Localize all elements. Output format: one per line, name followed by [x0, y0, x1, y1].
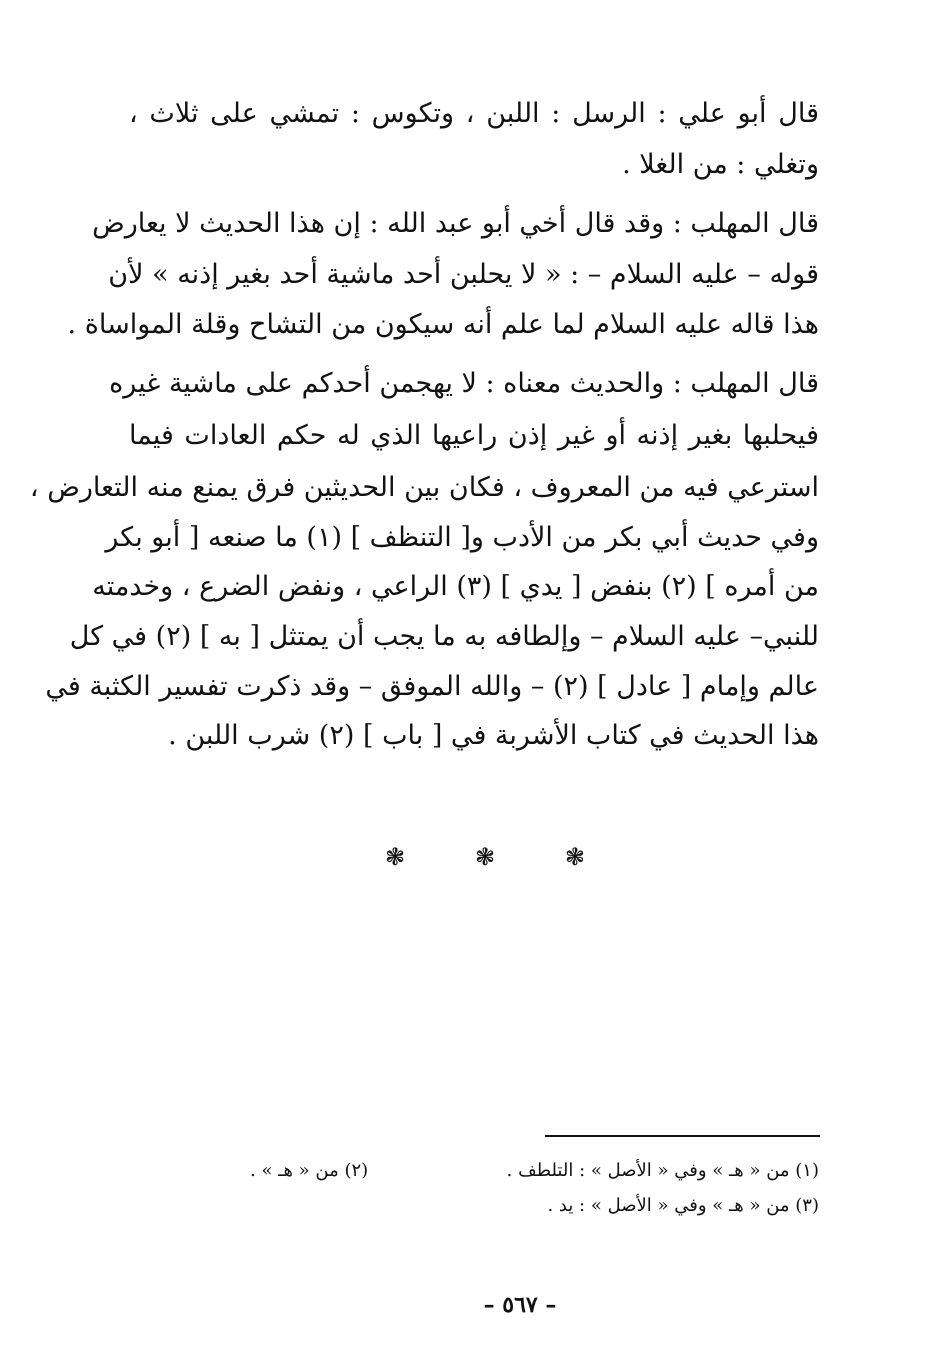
body-line-11: للنبي– عليه السلام – وإلطافه به ما يجب أن يمتثل [ به ] (٢) في كل: [69, 621, 819, 652]
body-line-7: فيحلبها بغير إذنه أو غير إذن راعيها الذي له حكم العادات فيما: [129, 420, 819, 451]
section-separator: [385, 843, 585, 871]
body-line-1: قال أبو علي : الرسل : اللبن ، وتكوس : تمشي على ثلاث ،: [129, 98, 819, 129]
body-line-2: وتغلي : من الغلا .: [622, 149, 819, 180]
body-line-4: قوله – عليه السلام – : « لا يحلبن أحد ماشية أحد بغير إذنه » لأن: [108, 259, 819, 290]
body-line-12: عالم وإمام [ عادل ] (٢) – والله الموفق – وقد ذكرت تفسير الكثبة في: [45, 671, 819, 702]
footnote-2: (٢) من « هـ » .: [250, 1160, 369, 1181]
body-line-13: هذا الحديث في كتاب الأشربة في [ باب ] (٢) شرب اللبن .: [168, 720, 819, 751]
body-line-3: قال المهلب : وقد قال أخي أبو عبد الله : إن هذا الحديث لا يعارض: [92, 208, 819, 239]
footnote-1: (١) من « هـ » وفي « الأصل » : التلطف .: [506, 1160, 819, 1181]
separator-star-1: ❃: [385, 843, 406, 871]
separator-star-2: ❃: [474, 843, 496, 871]
body-line-6: قال المهلب : والحديث معناه : لا يهجمن أحدكم على ماشية غيره: [109, 368, 819, 399]
body-line-10: من أمره ] (٢) بنفض [ يدي ] (٣) الراعي ، ونفض الضرع ، وخدمته: [92, 571, 819, 602]
body-line-9: وفي حديث أبي بكر من الأدب و[ التنظف ] (١) ما صنعه [ أبو بكر: [105, 522, 819, 553]
footnote-rule: [545, 1135, 820, 1137]
body-line-8: استرعي فيه من المعروف ، فكان بين الحديثين فرق يمنع منه التعارض ،: [29, 472, 819, 503]
page-number: – ٥٦٧ –: [483, 1292, 557, 1318]
body-line-5: هذا قاله عليه السلام لما علم أنه سيكون من التشاح وقلة المواساة .: [67, 309, 819, 340]
separator-star-3: ❃: [564, 843, 585, 871]
footnote-3: (٣) من « هـ » وفي « الأصل » : يد .: [547, 1195, 819, 1216]
